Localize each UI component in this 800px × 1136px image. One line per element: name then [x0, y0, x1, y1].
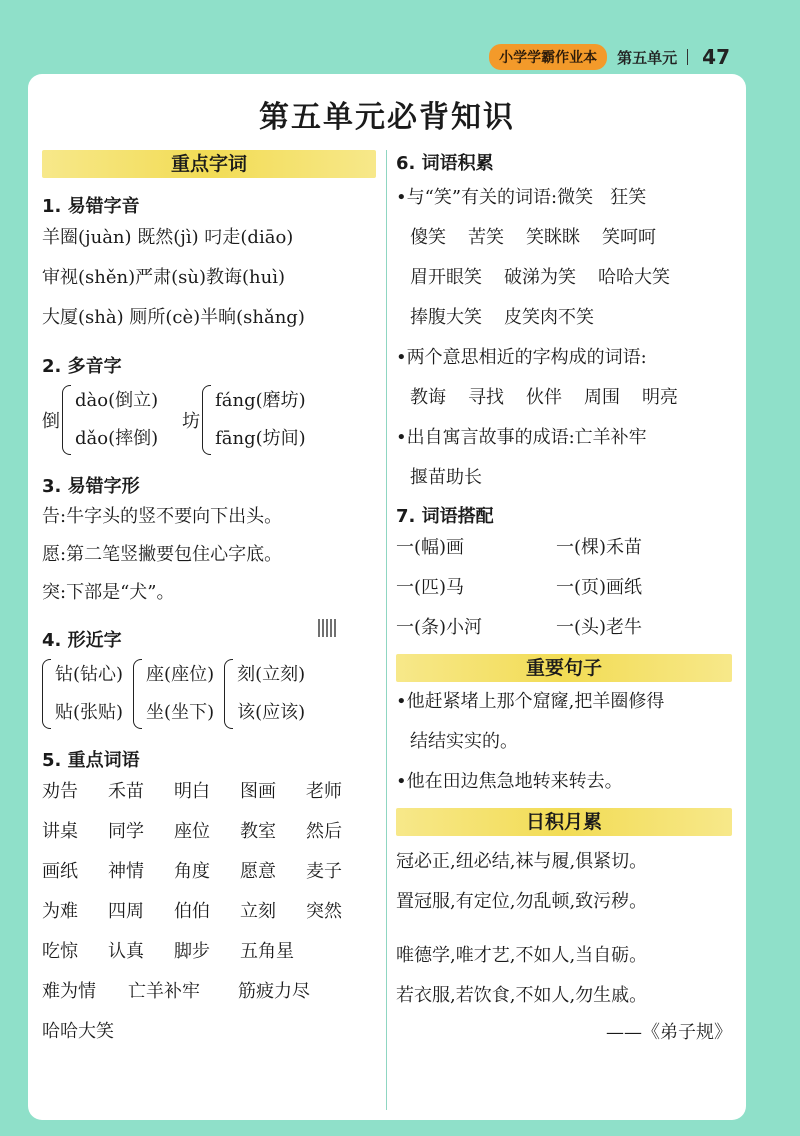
word-item: 脚步: [174, 941, 210, 962]
polyphone-reading: dào(倒立): [75, 390, 159, 411]
word-item: 教诲: [410, 387, 446, 408]
word-item: 五角星: [240, 941, 294, 962]
word-item: [306, 932, 372, 972]
sentence-line: •他赶紧堵上那个窟窿,把羊圈修得: [396, 691, 665, 712]
section-band-key-words: 重点字词: [42, 150, 376, 178]
word-item: 明亮: [642, 387, 678, 408]
polyphone-char: 倒: [42, 411, 60, 432]
glyph-tip: 愿:第二笔竖撇要包住心字底。: [42, 544, 283, 565]
page-title: 第五单元必背知识: [259, 100, 515, 135]
poem-line: 若衣服,若饮食,不如人,勿生戚。: [396, 985, 648, 1006]
glyph-tip: 告:牛字头的竖不要向下出头。: [42, 506, 283, 527]
poem-line: 冠必正,纽必结,袜与履,俱紧切。: [396, 851, 648, 872]
pron-item: 厕所(cè): [129, 307, 201, 328]
similar-item: 刻(立刻): [237, 664, 306, 685]
section-band-accumulation: 日积月累: [396, 808, 732, 836]
word-item: 立刻: [240, 901, 276, 922]
word-item: 筋疲力尽: [238, 981, 310, 1002]
pron-item: 审视(shěn): [42, 267, 136, 288]
polyphone-dao: [42, 382, 158, 458]
word-row: [396, 378, 732, 418]
poem-line: 置冠服,有定位,勿乱顿,致污秽。: [396, 891, 648, 912]
pron-item: 严肃(sù): [135, 267, 206, 288]
poem-line: 唯德学,唯才艺,不如人,当自砺。: [396, 945, 648, 966]
bullet-intro: •与“笑”有关的词语:: [396, 187, 558, 208]
pron-item: 羊圈(juàn): [42, 227, 132, 248]
brace-icon: [224, 659, 233, 729]
word-item: 同学: [108, 821, 144, 842]
polyphone-reading: fāng(坊间): [215, 428, 306, 449]
word-item: 揠苗助长: [410, 467, 482, 488]
pronunciation-row: [42, 298, 376, 338]
word-item: 亡羊补牢: [128, 981, 200, 1002]
word-item: 画纸: [42, 861, 78, 882]
brace-icon: [202, 385, 211, 455]
word-item: 劝告: [42, 781, 78, 802]
sentence-line: •他在田边焦急地转来转去。: [396, 771, 623, 792]
word-item: 哈哈大笑: [598, 267, 670, 288]
polyphone-char: 坊: [182, 411, 201, 432]
word-match-grid: [396, 528, 732, 648]
word-item: 突然: [306, 901, 342, 922]
word-item: 为难: [42, 901, 78, 922]
polyphone-groups: [42, 382, 376, 458]
polyphone-fang: [182, 382, 306, 458]
word-item: 傻笑: [410, 227, 446, 248]
word-item: 座位: [174, 821, 210, 842]
similar-item: 座(座位): [146, 664, 215, 685]
key-word-grid: [42, 772, 376, 972]
word-item: 微笑: [557, 187, 594, 208]
match-item: 一(幅)画: [396, 537, 465, 558]
word-item: 禾苗: [108, 781, 144, 802]
pronunciation-row: [42, 258, 376, 298]
glyph-tip: 突:下部是“犬”。: [42, 582, 175, 603]
section-heading: 2. 多音字: [42, 356, 122, 377]
section-heading: 1. 易错字音: [42, 196, 140, 217]
word-item: 难为情: [42, 981, 96, 1002]
word-item: 吃惊: [42, 941, 78, 962]
header-separator: [687, 49, 688, 65]
word-row: [396, 258, 732, 298]
pron-item: 半晌(shǎng): [200, 307, 305, 328]
unit-label: 第五单元: [617, 48, 678, 67]
word-item: 狂笑: [610, 187, 647, 208]
word-item: 破涕为笑: [504, 267, 576, 288]
polyphone-reading: fáng(磨坊): [215, 390, 306, 411]
word-item: 伙伴: [526, 387, 562, 408]
word-item: 明白: [174, 781, 210, 802]
page-header: [489, 44, 730, 70]
pronunciation-row: [42, 218, 376, 258]
match-item: 一(棵)禾苗: [556, 537, 643, 558]
similar-group: [133, 656, 214, 732]
similar-item: 贴(张贴): [55, 702, 124, 723]
word-item: 图画: [240, 781, 276, 802]
pron-item: 教诲(huì): [206, 267, 285, 288]
word-item: 四周: [108, 901, 144, 922]
word-item: 周围: [584, 387, 620, 408]
section-heading: 6. 词语积累: [396, 153, 494, 174]
brace-icon: [62, 385, 71, 455]
similar-group: [42, 656, 123, 732]
word-item: 捧腹大笑: [410, 307, 482, 328]
word-item: 眉开眼笑: [410, 267, 482, 288]
similar-item: 坐(坐下): [146, 702, 215, 723]
similar-group: [224, 656, 305, 732]
word-row: [396, 298, 732, 338]
match-item: 一(匹)马: [396, 577, 465, 598]
word-item: 教室: [240, 821, 276, 842]
section-heading: 3. 易错字形: [42, 476, 140, 497]
column-divider: [386, 150, 387, 1110]
book-title-badge: 小学学霸作业本: [489, 44, 607, 70]
left-column: [42, 150, 376, 1052]
word-item: 哈哈大笑: [42, 1021, 114, 1042]
similar-item: 钻(钻心): [55, 664, 124, 685]
brace-icon: [133, 659, 142, 729]
pron-item: 大厦(shà): [42, 307, 124, 328]
page-number: 47: [702, 45, 730, 69]
bullet-line: •出自寓言故事的成语:亡羊补牢: [396, 427, 647, 448]
word-item: 神情: [108, 861, 144, 882]
word-item: 寻找: [468, 387, 504, 408]
word-item: 苦笑: [468, 227, 504, 248]
sentence-line: 结结实实的。: [410, 731, 518, 752]
bullet-line: [396, 178, 732, 218]
poem-source: ——《弟子规》: [606, 1022, 732, 1043]
word-item: 笑眯眯: [526, 227, 580, 248]
similar-item: 该(应该): [237, 702, 306, 723]
match-item: 一(条)小河: [396, 617, 483, 638]
word-item: 讲桌: [42, 821, 78, 842]
section-heading: 7. 词语搭配: [396, 506, 494, 527]
word-item: 伯伯: [174, 901, 210, 922]
section-band-sentences: 重要句子: [396, 654, 732, 682]
section-heading: 5. 重点词语: [42, 750, 140, 771]
similar-char-groups: [42, 656, 376, 732]
right-column: [396, 150, 732, 1044]
word-item: 老师: [306, 781, 342, 802]
word-item: 皮笑肉不笑: [504, 307, 594, 328]
key-word-row: [42, 972, 376, 1012]
match-item: 一(头)老牛: [556, 617, 643, 638]
word-row: [396, 218, 732, 258]
pron-item: 叼走(diāo): [204, 227, 294, 248]
word-item: 麦子: [306, 861, 342, 882]
polyphone-reading: dǎo(摔倒): [75, 428, 159, 449]
brace-icon: [42, 659, 51, 729]
bullet-line: •两个意思相近的字构成的词语:: [396, 347, 647, 368]
pron-item: 既然(jì): [137, 227, 199, 248]
word-item: 角度: [174, 861, 210, 882]
word-item: 笑呵呵: [602, 227, 656, 248]
word-item: 愿意: [240, 861, 276, 882]
word-item: 然后: [306, 821, 342, 842]
word-item: 认真: [108, 941, 144, 962]
content-card: [28, 74, 746, 1120]
match-item: 一(页)画纸: [556, 577, 643, 598]
section-heading: 4. 形近字: [42, 630, 122, 651]
